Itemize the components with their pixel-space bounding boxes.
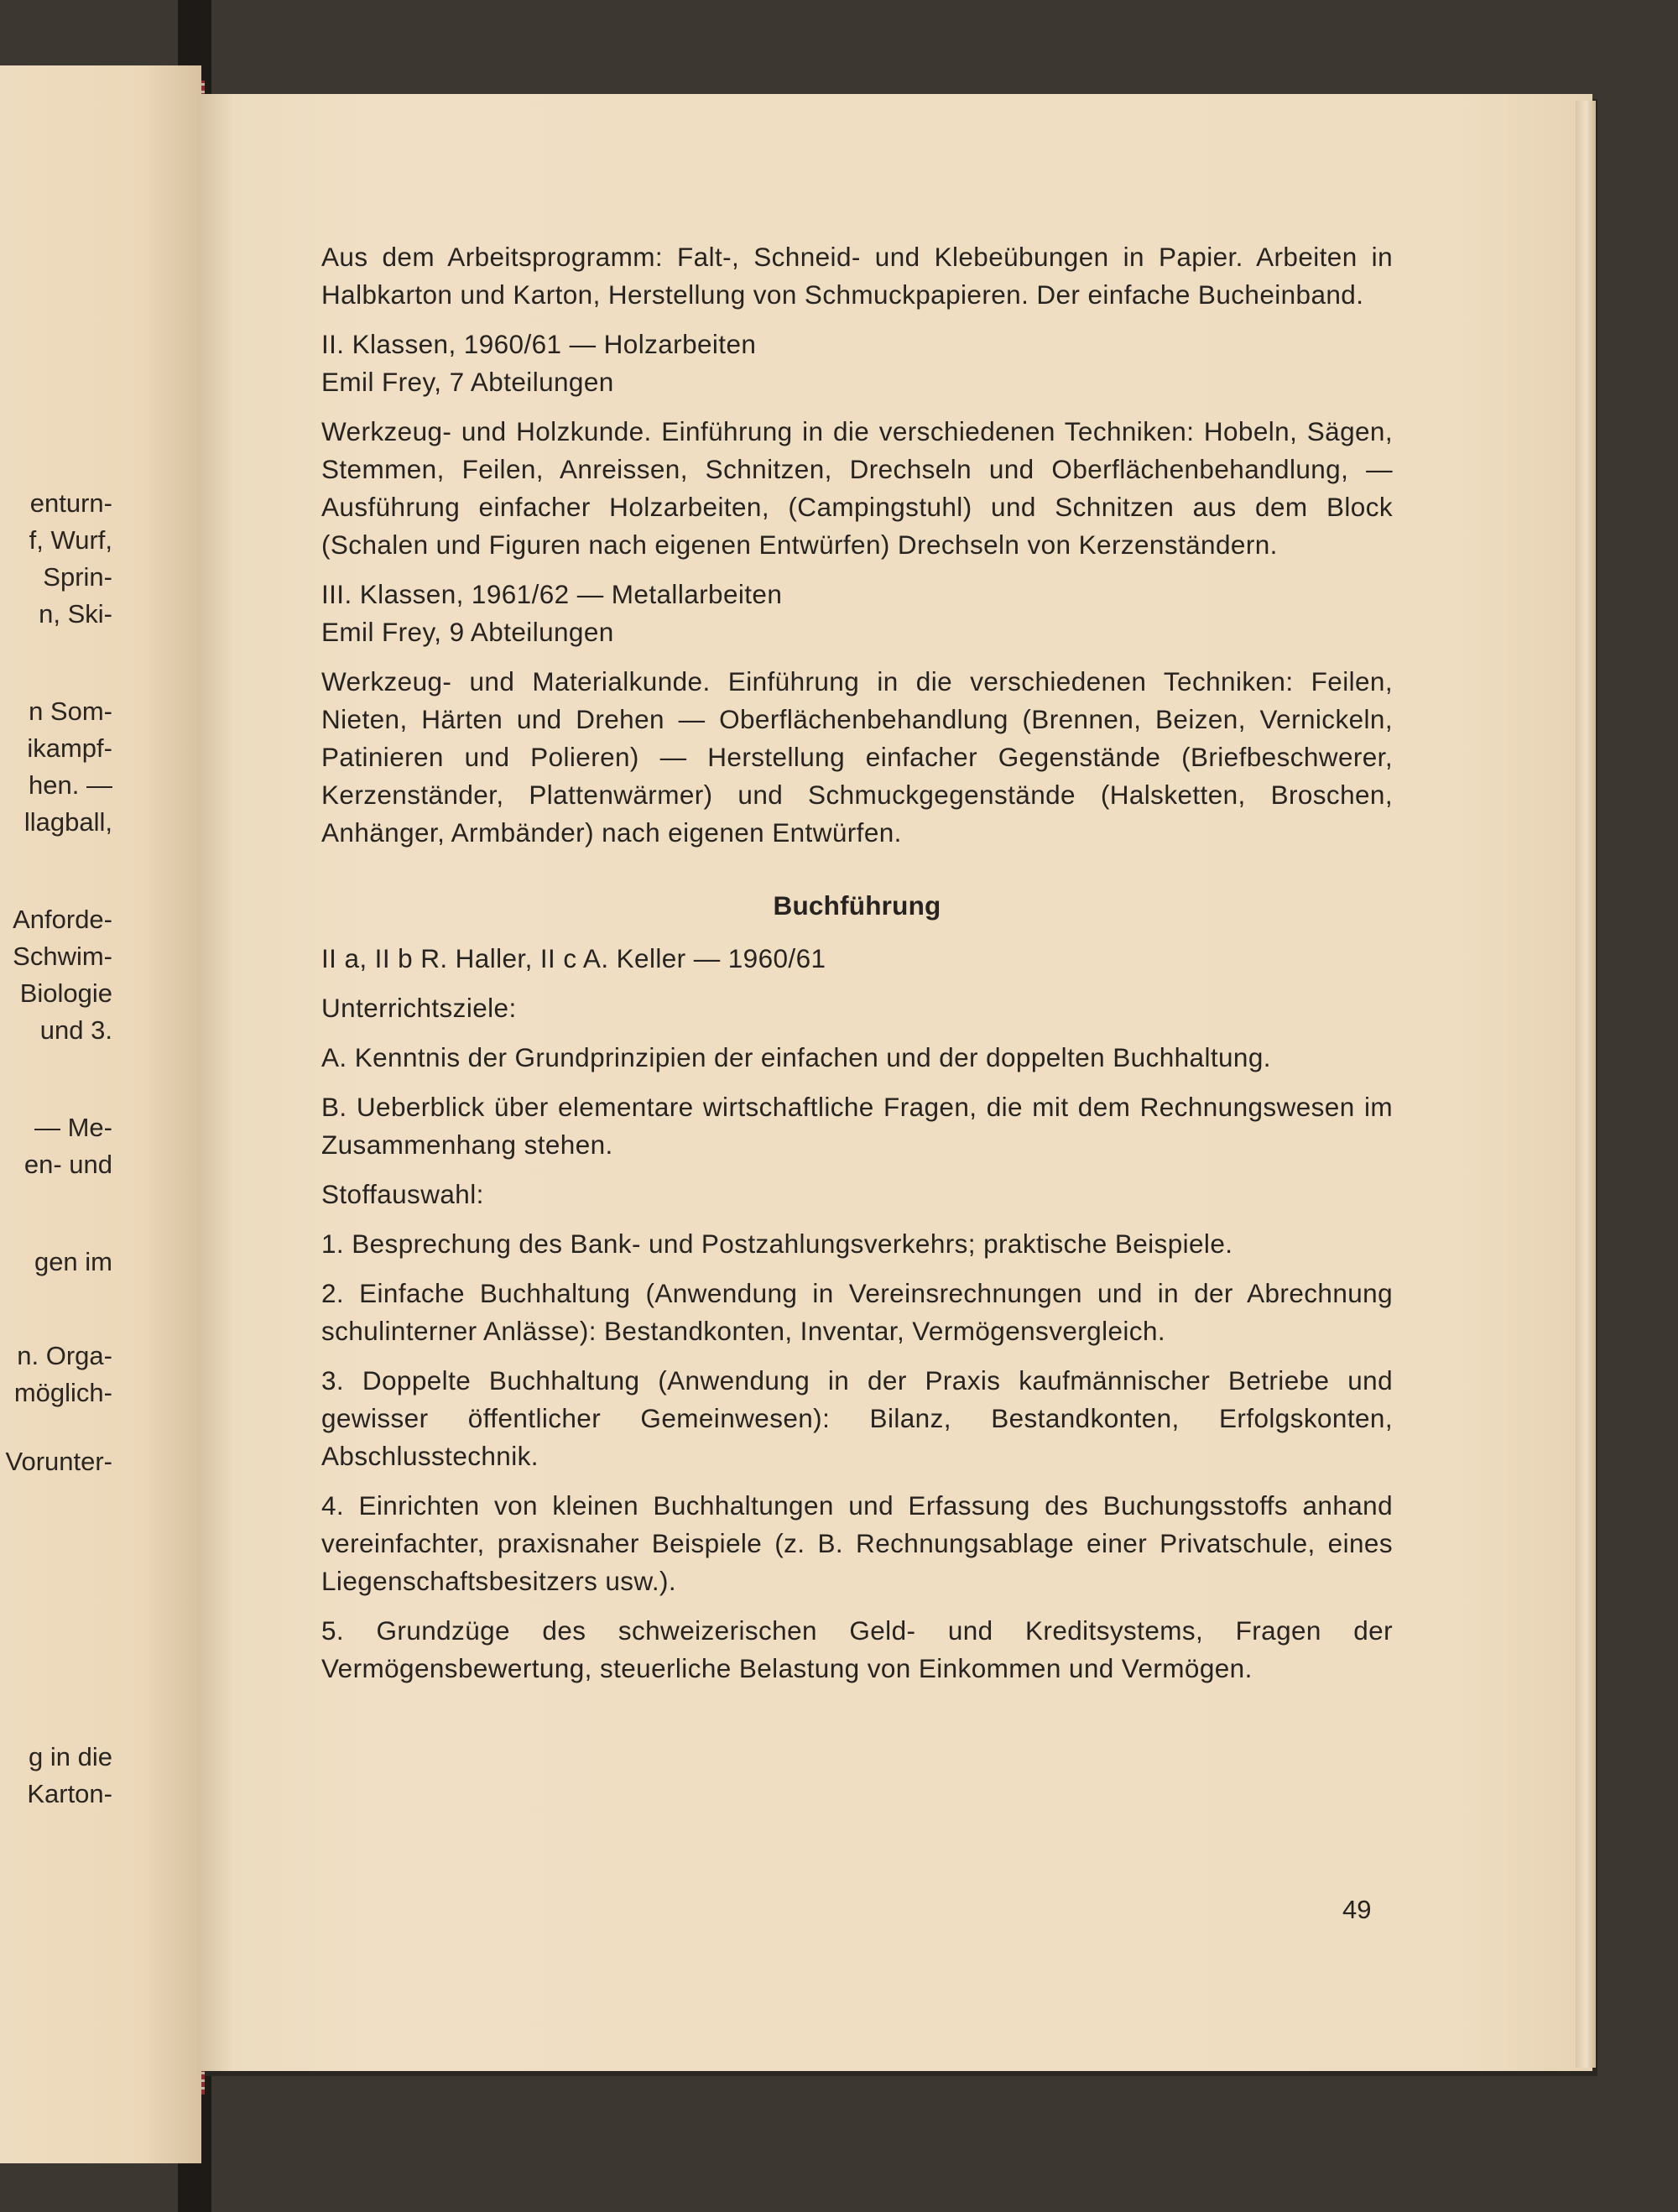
- goal-item: A. Kenntnis der Grundprinzipien der einfachen und der doppelten Buchhaltung.: [321, 1042, 1271, 1072]
- classes-line: II a, II b R. Haller, II c A. Keller — 1960/61: [321, 943, 826, 973]
- left-fragment: n Som-: [29, 696, 112, 726]
- left-fragment: Sprin-: [43, 562, 112, 592]
- left-fragment: Karton-: [27, 1779, 112, 1808]
- section-teacher-metallarbeiten: Emil Frey, 9 Abteilungen: [321, 617, 614, 647]
- left-fragment: Schwim-: [13, 942, 112, 971]
- stoff-item: 3. Doppelte Buchhaltung (Anwendung in der Praxis kaufmännischer Betriebe und gewisser öffentlicher Gemeinwesen): Bilanz, Bestandkonten, Erfolgskonten, Abschlusstechnik.: [321, 1365, 1393, 1471]
- left-fragment: Biologie: [19, 978, 112, 1008]
- left-page: [0, 65, 201, 2163]
- left-fragment: gen im: [34, 1247, 112, 1276]
- stoff-item: 1. Besprechung des Bank- und Postzahlungsverkehrs; praktische Beispiele.: [321, 1229, 1233, 1259]
- left-fragment: f, Wurf,: [29, 525, 112, 555]
- left-fragment: llagball,: [23, 807, 112, 837]
- left-fragment: enturn-: [29, 488, 112, 518]
- goal-item: B. Ueberblick über elementare wirtschaftliche Fragen, die mit dem Rechnungswesen im Zusammenhang stehen.: [321, 1092, 1393, 1160]
- section-heading-metallarbeiten: III. Klassen, 1961/62 — Metallarbeiten: [321, 579, 783, 609]
- left-fragment: möglich-: [13, 1378, 112, 1407]
- left-fragment: hen. —: [29, 770, 112, 800]
- section-body-metallarbeiten: Werkzeug- und Materialkunde. Einführung in die verschiedenen Techniken: Feilen, Nieten, Härten und Drehen — Oberflächenbehandlung (Brennen, Beizen, Vernickeln, Patinieren und Polieren) — Herstellung einfacher Gegenstände (Briefbeschwerer, Kerzenständer, Plattenwärmer) und Schmuckgegenstände (Halsketten, Broschen, Anhänger, Armbänder) nach eigenen Entwürfen.: [321, 666, 1393, 848]
- left-fragment: und 3.: [39, 1015, 112, 1045]
- left-fragment: ikampf-: [27, 733, 112, 763]
- goals-label: Unterrichtsziele:: [321, 993, 517, 1023]
- intro-paragraph: Aus dem Arbeitsprogramm: Falt-, Schneid- und Klebeübungen in Papier. Arbeiten in Halbkarton und Karton, Herstellung von Schmuckpapieren. Der einfache Bucheinband.: [321, 242, 1393, 310]
- left-fragment: n, Ski-: [39, 599, 112, 629]
- left-fragment: n. Orga-: [17, 1341, 112, 1370]
- stoff-label: Stoffauswahl:: [321, 1179, 484, 1209]
- stoff-item: 2. Einfache Buchhaltung (Anwendung in Vereinsrechnungen und in der Abrechnung schulinterner Anlässe): Bestandkonten, Inventar, Vermögensvergleich.: [321, 1278, 1393, 1346]
- page-number: 49: [1342, 1895, 1372, 1924]
- stoff-item: 4. Einrichten von kleinen Buchhaltungen und Erfassung des Buchungsstoffs anhand vereinfachter, praxisnaher Beispiele (z. B. Rechnungsablage einer Privatschule, eines Liegenschaftsbesitzers usw.).: [321, 1490, 1393, 1596]
- heading-buchfuehrung: Buchführung: [773, 890, 941, 921]
- page-edge: [1576, 101, 1596, 2068]
- left-fragment: Vorunter-: [5, 1447, 112, 1476]
- section-teacher-holzarbeiten: Emil Frey, 7 Abteilungen: [321, 367, 614, 397]
- left-fragment: — Me-: [34, 1113, 112, 1142]
- section-body-holzarbeiten: Werkzeug- und Holzkunde. Einführung in die verschiedenen Techniken: Hobeln, Sägen, Stemmen, Feilen, Anreissen, Schnitzen, Drechseln und Oberflächenbehandlung, — Ausführung einfacher Holzarbeiten, (Campingstuhl) und Schnitzen aus dem Block (Schalen und Figuren nach eigenen Entwürfen) Drechseln von Kerzenständern.: [321, 416, 1393, 560]
- left-fragment: g in die: [29, 1742, 112, 1771]
- stoff-item: 5. Grundzüge des schweizerischen Geld- und Kreditsystems, Fragen der Vermögensbewertung, steuerliche Belastung von Einkommen und Vermögen.: [321, 1615, 1393, 1683]
- section-heading-holzarbeiten: II. Klassen, 1960/61 — Holzarbeiten: [321, 329, 757, 359]
- right-page-content: [321, 238, 1393, 1699]
- left-fragment: Anforde-: [13, 905, 112, 934]
- left-fragment: en- und: [23, 1150, 112, 1179]
